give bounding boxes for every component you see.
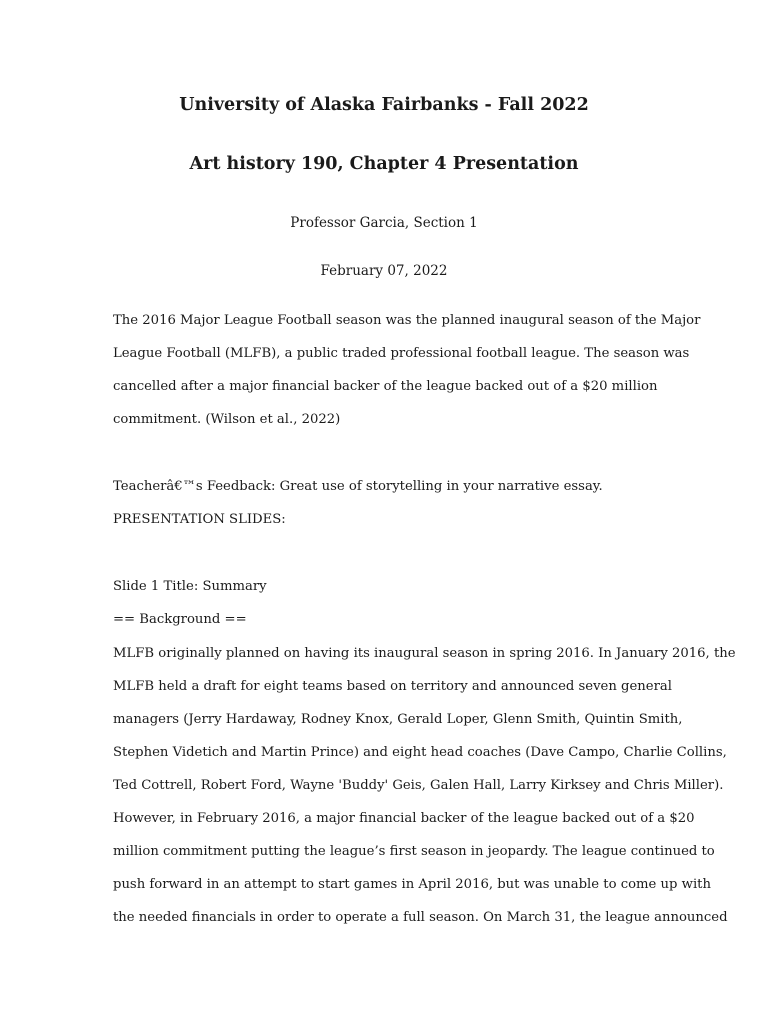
intro-line: League Football (MLFB), a public traded professional football league. The season was xyxy=(113,346,690,361)
background-paragraph xyxy=(113,637,736,934)
body-line: MLFB held a draft for eight teams based on territory and announced seven general xyxy=(113,679,672,694)
body-line: MLFB originally planned on having its inaugural season in spring 2016. In January 2016, the xyxy=(113,646,736,661)
intro-line: cancelled after a major financial backer of the league backed out of a $20 million xyxy=(113,379,658,394)
background-heading: == Background == xyxy=(113,612,247,627)
body-line: managers (Jerry Hardaway, Rodney Knox, Gerald Loper, Glenn Smith, Quintin Smith, xyxy=(113,712,683,727)
teacher-feedback: Teacherâ€™s Feedback: Great use of storytelling in your narrative essay. xyxy=(113,479,603,494)
body-line: However, in February 2016, a major financial backer of the league backed out of a $20 xyxy=(113,811,695,826)
body-line: Ted Cottrell, Robert Ford, Wayne 'Buddy' Geis, Galen Hall, Larry Kirksey and Chris Miller). xyxy=(113,778,724,793)
presentation-slides-heading: PRESENTATION SLIDES: xyxy=(113,512,286,527)
date-line: February 07, 2022 xyxy=(320,263,448,279)
body-line: push forward in an attempt to start games in April 2016, but was unable to come up with xyxy=(113,877,711,892)
body-line: million commitment putting the league’s first season in jeopardy. The league continued to xyxy=(113,844,715,859)
document-title-line-2: Art history 190, Chapter 4 Presentation xyxy=(189,154,579,174)
slide-title: Slide 1 Title: Summary xyxy=(113,579,267,594)
intro-line: commitment. (Wilson et al., 2022) xyxy=(113,412,341,427)
intro-paragraph xyxy=(113,304,701,436)
intro-line: The 2016 Major League Football season was the planned inaugural season of the Major xyxy=(113,313,701,328)
professor-line: Professor Garcia, Section 1 xyxy=(290,215,478,231)
document-title-line-1: University of Alaska Fairbanks - Fall 2022 xyxy=(179,95,589,115)
body-line: Stephen Videtich and Martin Prince) and eight head coaches (Dave Campo, Charlie Collins, xyxy=(113,745,727,760)
body-line: the needed financials in order to operate a full season. On March 31, the league announced xyxy=(113,910,728,925)
